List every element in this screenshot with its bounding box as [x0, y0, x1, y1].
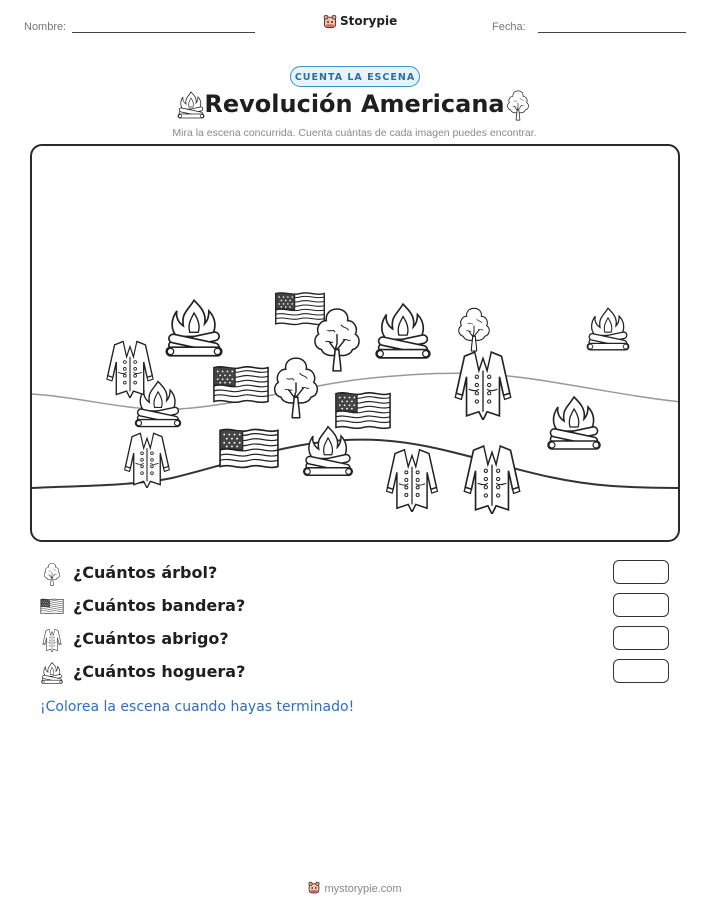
campfire-item [587, 308, 629, 350]
worksheet-badge: CUENTA LA ESCENA [290, 66, 420, 87]
coat-item [455, 352, 511, 420]
instructions: Mira la escena concurrida. Cuenta cuántas de cada imagen puedes encontrar. [172, 127, 537, 139]
flag-item [276, 293, 325, 325]
campfire-item [166, 300, 221, 355]
brand-logo [322, 13, 398, 31]
question-row-flag [40, 593, 680, 619]
answer-box-tree[interactable] [613, 560, 669, 584]
coat-item [464, 446, 520, 514]
campfire-item [548, 397, 600, 449]
question-row-campfire [40, 659, 680, 685]
coat-item [107, 341, 153, 398]
question-text: ¿Cuántos árbol? [73, 563, 218, 582]
question-row-coat [40, 626, 680, 652]
flag-item [214, 367, 268, 403]
date-label: Fecha: [492, 21, 526, 33]
answer-box-coat[interactable] [613, 626, 669, 650]
storypie-mascot-icon [322, 14, 338, 30]
tree-item [459, 308, 489, 351]
campfire-item [304, 427, 353, 476]
coloring-note: ¡Colorea la escena cuando hayas terminado! [40, 699, 355, 715]
question-text: ¿Cuántos bandera? [73, 596, 246, 615]
answer-box-flag[interactable] [613, 593, 669, 617]
brand-name: Storypie [340, 14, 398, 28]
coat-item [387, 450, 438, 512]
counting-scene[interactable] [30, 144, 680, 542]
coat-icon [40, 628, 64, 652]
name-label: Nombre: [24, 21, 67, 33]
footer [0, 881, 709, 895]
flag-icon [40, 595, 64, 619]
flag-item [220, 429, 278, 467]
name-field[interactable] [72, 32, 255, 33]
page-title: Revolución Americana [204, 90, 505, 118]
footer-site[interactable]: mystorypie.com [324, 883, 402, 895]
storypie-mascot-icon [307, 881, 321, 895]
campfire-icon [40, 661, 64, 685]
tree-icon [40, 562, 64, 586]
answer-box-campfire[interactable] [613, 659, 669, 683]
date-field[interactable] [538, 32, 686, 33]
question-text: ¿Cuántos abrigo? [73, 629, 229, 648]
flag-item [336, 393, 390, 429]
tree-item [275, 358, 318, 418]
tree-icon [504, 89, 532, 121]
question-text: ¿Cuántos hoguera? [73, 662, 246, 681]
question-row-tree [40, 560, 680, 586]
campfire-item [376, 304, 430, 358]
